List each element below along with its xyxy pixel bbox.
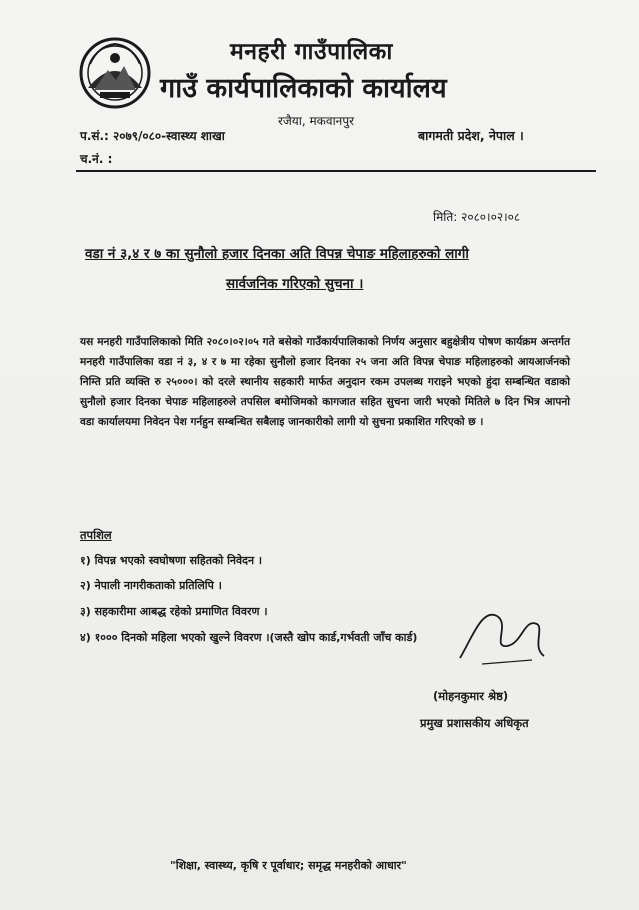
- annex-item: १) विपन्न भएको स्वघोषणा सहितको निवेदन ।: [80, 554, 263, 567]
- province-label: बागमती प्रदेश, नेपाल ।: [418, 128, 524, 143]
- office-name: गाउँ कार्यपालिकाको कार्यालय: [160, 73, 447, 104]
- header-divider: [76, 170, 596, 172]
- government-emblem-icon: [78, 36, 152, 110]
- signatory-name: (मोहनकुमार श्रेष्ठ): [433, 689, 509, 703]
- subject-line-1: वडा नं ३,४ र ७ का सुनौलो हजार दिनका अति विपन्न चेपाङ महिलाहरुको लागी: [85, 246, 469, 262]
- reference-number: प.सं.: २०७९/०८०-स्वास्थ्य शाखा: [80, 129, 225, 143]
- signatory-title: प्रमुख प्रशासकीय अधिकृत: [420, 716, 529, 730]
- footer-motto: "शिक्षा, स्वास्थ्य, कृषि र पूर्वाधार; समृद्ध मनहरीको आधार": [170, 859, 407, 872]
- annex-item: ३) सहकारीमा आबद्ध रहेको प्रमाणित विवरण ।: [80, 605, 268, 618]
- org-name: मनहरी गाउँपालिका: [230, 39, 393, 65]
- subject-line-2: सार्वजनिक गरिएको सुचना ।: [226, 276, 364, 292]
- signature: [452, 598, 552, 678]
- annex-item: २) नेपाली नागरीकताको प्रतिलिपि ।: [80, 579, 222, 592]
- dispatch-number: च.नं. :: [80, 152, 113, 166]
- notice-body: यस मनहरी गाउँपालिकाको मिति २०८०।०२।०५ गते बसेको गाउँकार्यपालिकाको निर्णय अनुसार बहुक्षेत्रीय पोषण कार्यक्रम अन्तर्गत मनहरी गाउँपालिका वडा नं ३, ४ र ७ मा रहेका सुनौलो हजार दिनका २५ जना अति विपन्न चेपाङ महिलाहरुको आयआर्जनको निम्ति प्रति व्यक्ति रु २५०००। को दरले स्थानीय सहकारी मार्फत अनुदान रकम उपलब्ध गराइने भएको हुंदा सम्बन्धित वडाको सुनौलो हजार दिनका चेपाङ महिलाहरुले तपसिल बमोजिमको कागजात सहित सुचना जारी भएको मितिले ७ दिन भित्र आपनो वडा कार्यालयमा निवेदन पेश गर्नहुन सम्बन्धित सबैलाइ जानकारीको लागी यो सुचना प्रकाशित गरिएको छ ।: [80, 336, 570, 428]
- notice-date: मिति: २०८०।०२।०८: [433, 210, 521, 224]
- office-address: रजैया, मकवानपुर: [278, 114, 355, 128]
- annex-item: ४) १००० दिनको महिला भएको खुल्ने विवरण ।(जस्तै खोप कार्ड,गर्भवती जाँच कार्ड): [80, 631, 418, 644]
- annex-heading: तपशिल: [80, 528, 112, 542]
